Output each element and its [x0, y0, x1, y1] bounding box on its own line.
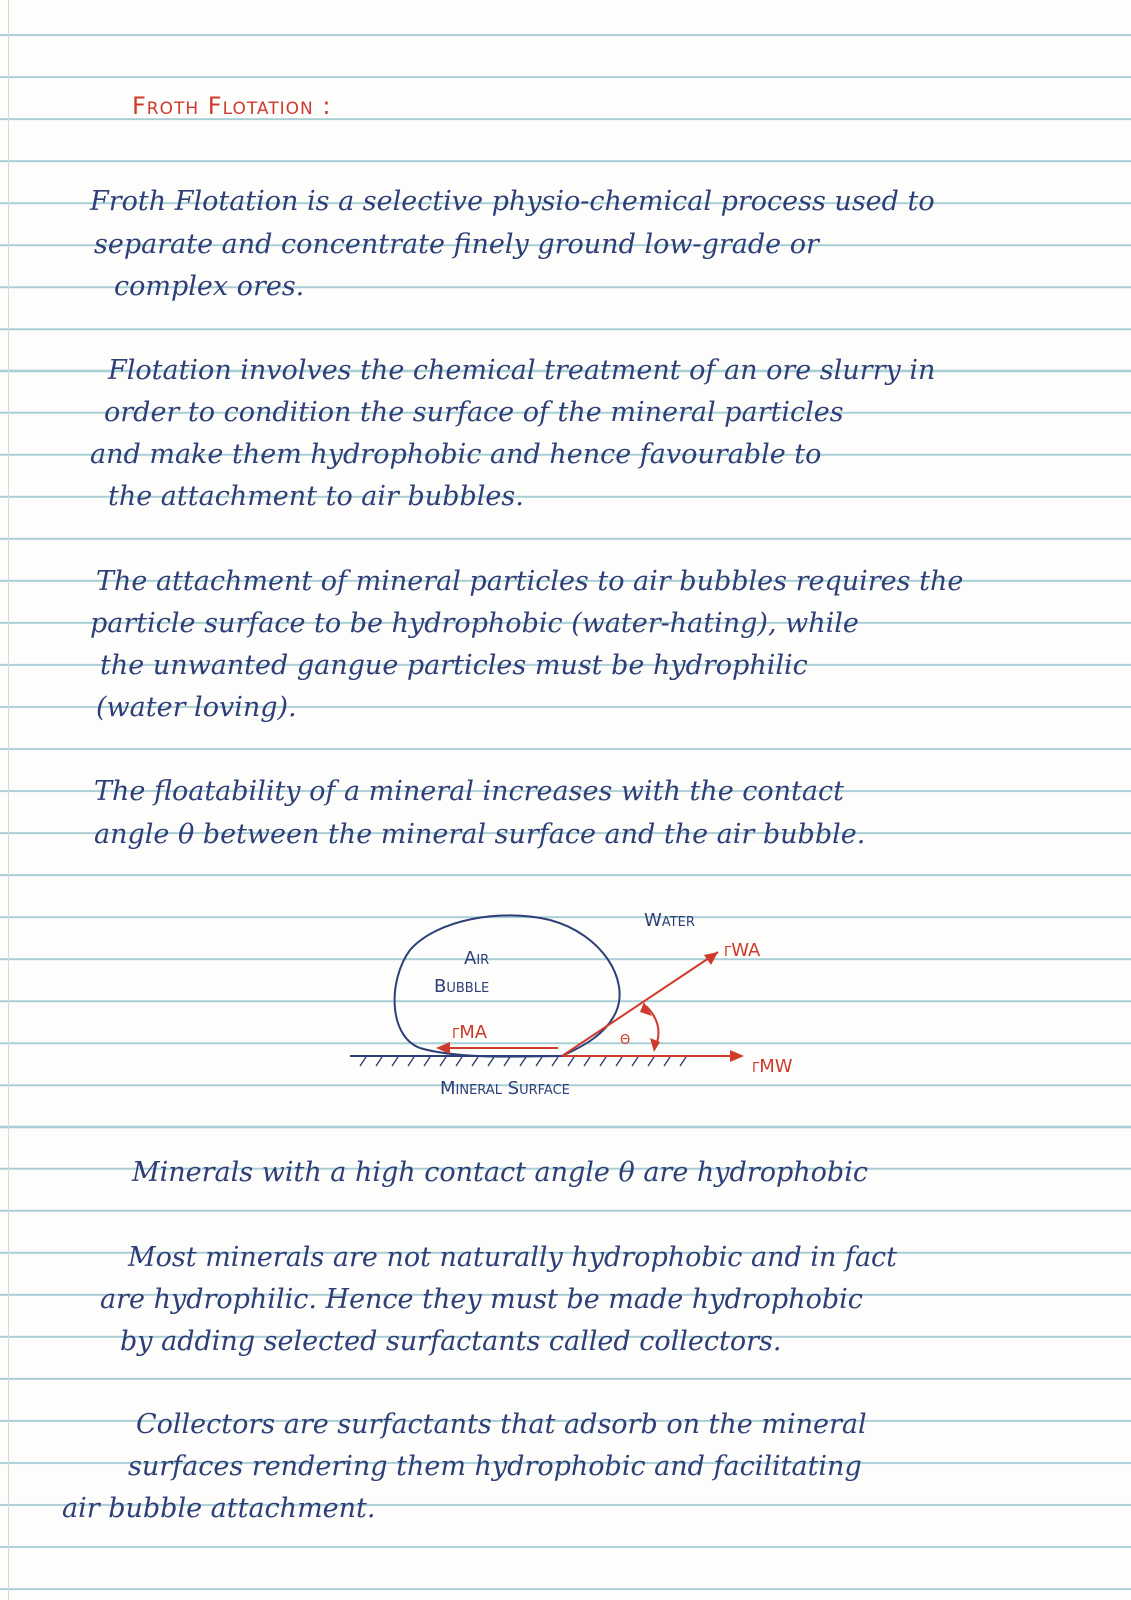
- label-bubble: Bubble: [434, 976, 490, 997]
- margin-rule: [8, 0, 9, 1600]
- page-title: Froth Flotation :: [132, 92, 332, 120]
- text-line: are hydrophilic. Hence they must be made hydrophobic: [100, 1284, 863, 1315]
- label-gamma-mw: γMW: [752, 1056, 793, 1077]
- text-line: the unwanted gangue particles must be hydrophilic: [100, 650, 808, 681]
- surface-hatching: [360, 1057, 686, 1066]
- text-line: by adding selected surfactants called collectors.: [120, 1326, 782, 1357]
- label-gamma-wa: γWA: [724, 940, 761, 961]
- text-line: and make them hydrophobic and hence favourable to: [90, 439, 822, 470]
- text-line: The floatability of a mineral increases with the contact: [94, 776, 844, 807]
- label-gamma-ma: γMA: [452, 1022, 488, 1043]
- gamma-wa-arrowhead: [704, 952, 718, 965]
- contact-angle-sketch: [340, 900, 840, 1110]
- angle-arrowhead-top: [640, 1002, 652, 1016]
- text-line: angle θ between the mineral surface and the air bubble.: [94, 819, 866, 850]
- text-line: Froth Flotation is a selective physio-chemical process used to: [90, 186, 935, 217]
- text-line: (water loving).: [96, 692, 297, 723]
- gamma-wa-vector: [562, 952, 718, 1056]
- label-water: Water: [644, 910, 695, 931]
- text-line: surfaces rendering them hydrophobic and facilitating: [128, 1451, 862, 1482]
- text-line: Flotation involves the chemical treatment of an ore slurry in: [108, 355, 936, 386]
- gamma-mw-arrowhead: [730, 1050, 744, 1062]
- text-line: Most minerals are not naturally hydrophobic and in fact: [128, 1242, 898, 1273]
- text-line: order to condition the surface of the mineral particles: [104, 397, 844, 428]
- air-bubble-outline: [395, 915, 620, 1056]
- text-line: The attachment of mineral particles to air bubbles requires the: [96, 566, 964, 597]
- text-line: separate and concentrate finely ground low-grade or: [94, 229, 819, 260]
- text-line: air bubble attachment.: [62, 1493, 376, 1524]
- text-line: complex ores.: [114, 271, 305, 302]
- contact-angle-diagram: [340, 900, 840, 1110]
- label-theta: θ: [620, 1028, 631, 1049]
- label-air: Air: [464, 948, 490, 969]
- label-mineral-surface: Mineral Surface: [440, 1078, 570, 1099]
- text-line: Minerals with a high contact angle θ are hydrophobic: [132, 1157, 868, 1188]
- text-line: particle surface to be hydrophobic (water-hating), while: [90, 608, 859, 639]
- text-line: the attachment to air bubbles.: [108, 481, 524, 512]
- text-line: Collectors are surfactants that adsorb on the mineral: [136, 1409, 867, 1440]
